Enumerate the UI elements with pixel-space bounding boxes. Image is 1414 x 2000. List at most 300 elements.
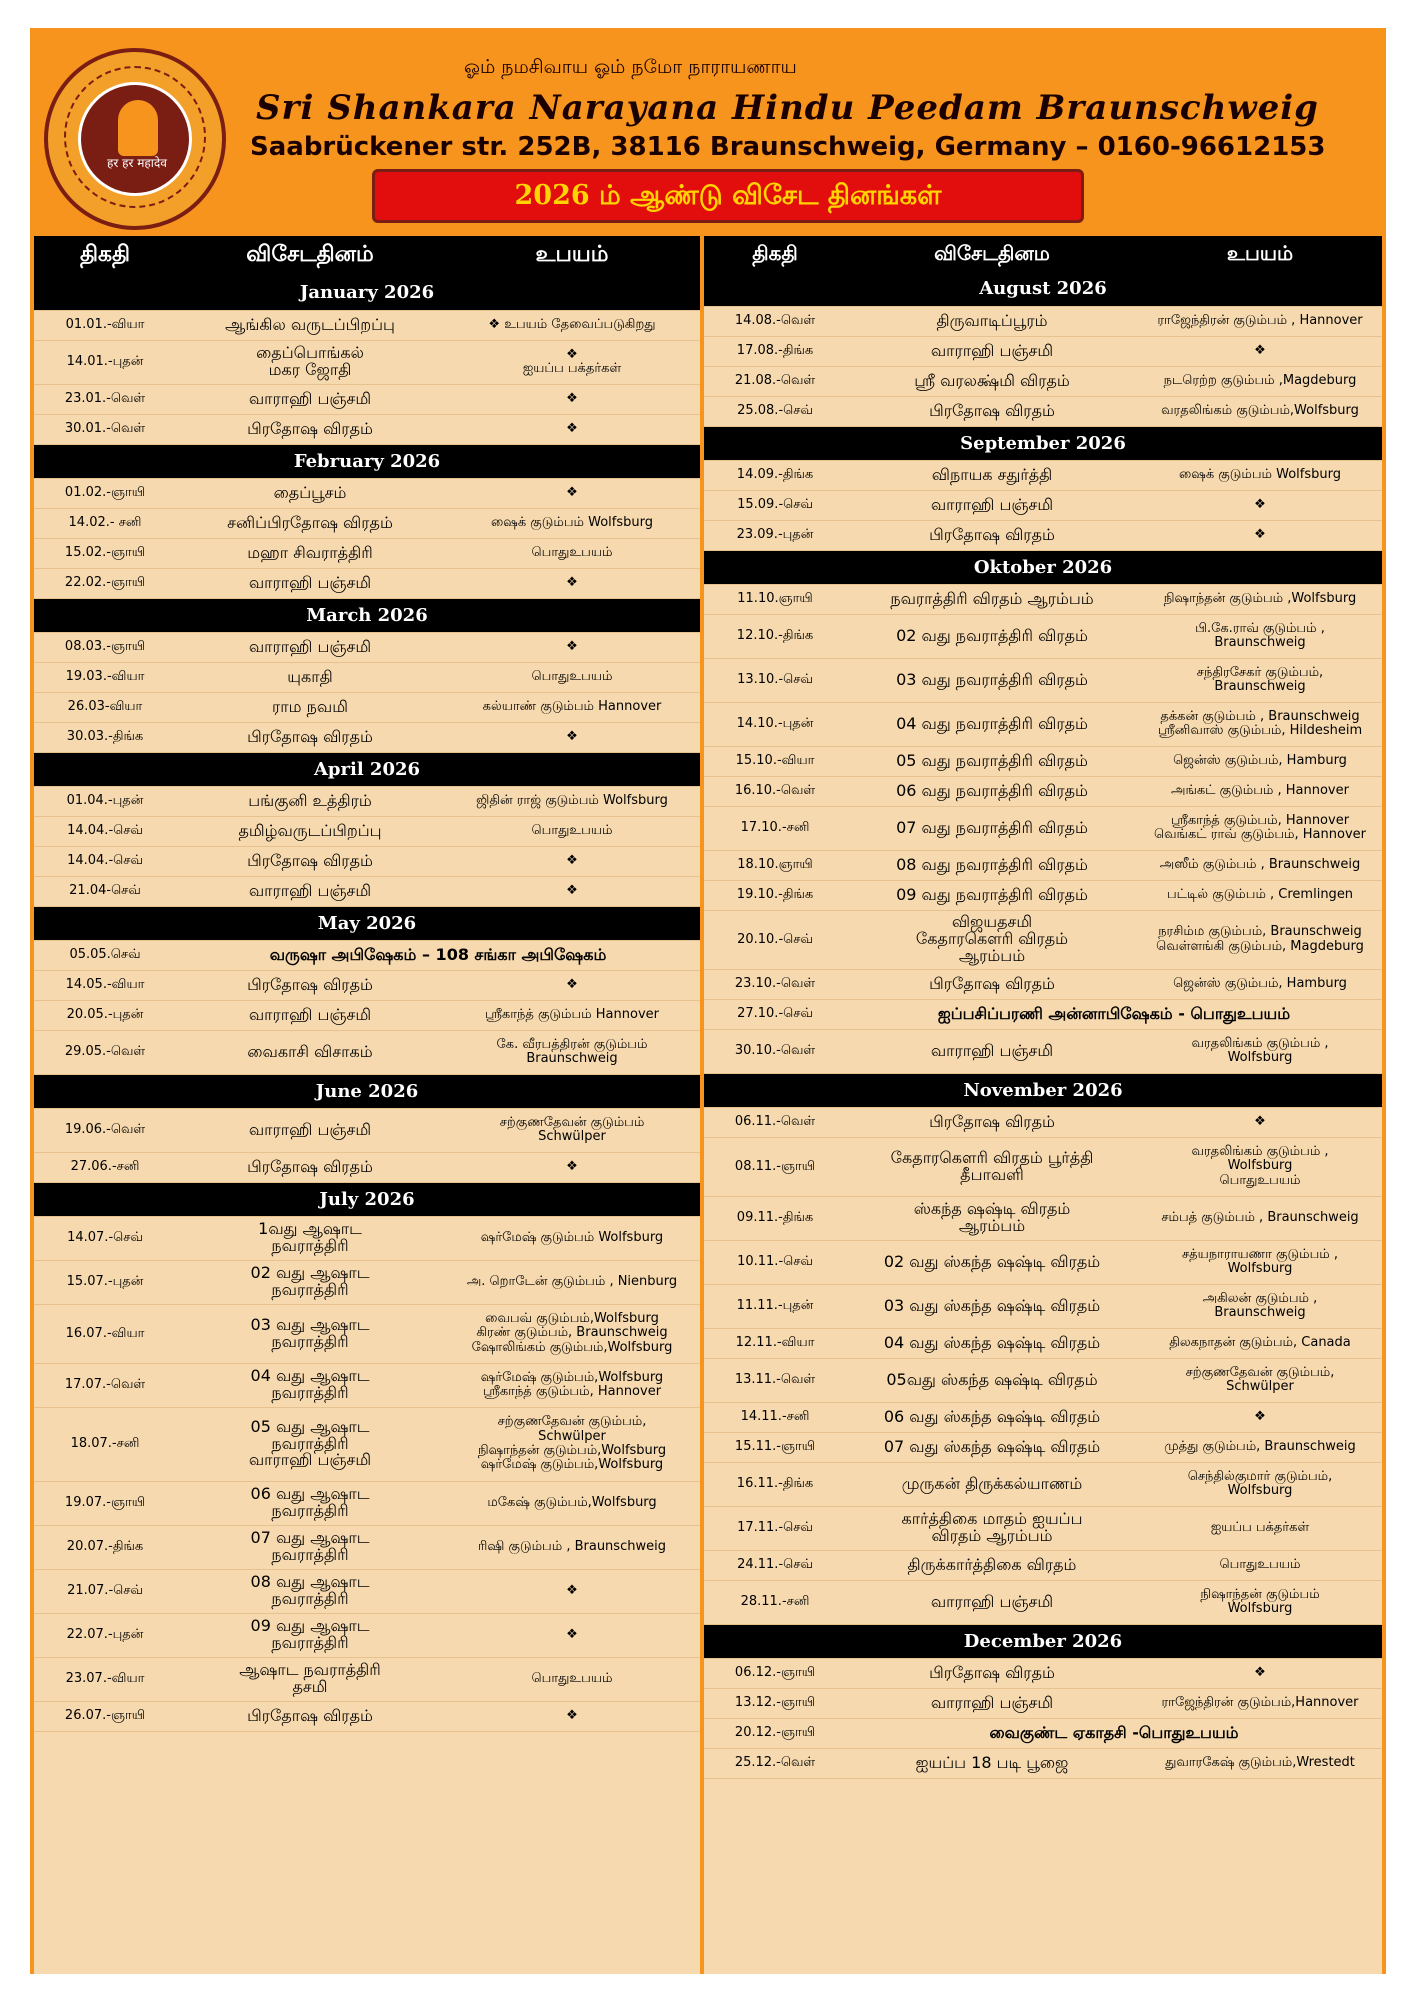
event-row bbox=[704, 1029, 1382, 1073]
event-row bbox=[34, 632, 700, 662]
event-row bbox=[34, 1363, 700, 1407]
event-date: 14.05.-வியா bbox=[34, 970, 176, 1000]
event-sponsor: ❖ bbox=[1138, 1402, 1382, 1432]
event-sponsor: ஸ்ரீகாந்த் குடும்பம், Hannover வெங்கட் ராவ் குடும்பம், Hannover bbox=[1138, 806, 1382, 850]
event-sponsor: ❖ உபயம் தேவைப்படுகிறது bbox=[444, 310, 700, 340]
event-row bbox=[704, 490, 1382, 520]
event-row bbox=[704, 880, 1382, 910]
event-name: 02 வது ஸ்கந்த ஷஷ்டி விரதம் bbox=[846, 1240, 1138, 1284]
event-sponsor: செந்தில்குமார் குடும்பம், Wolfsburg bbox=[1138, 1462, 1382, 1506]
event-row bbox=[704, 702, 1382, 746]
event-row bbox=[704, 776, 1382, 806]
event-row bbox=[704, 1748, 1382, 1778]
event-date: 14.11.-சனி bbox=[704, 1402, 846, 1432]
event-sponsor: ❖ bbox=[444, 1613, 700, 1657]
event-date: 14.09.-திங்க bbox=[704, 460, 846, 490]
event-date: 18.07.-சனி bbox=[34, 1407, 176, 1481]
event-date: 17.08.-திங்க bbox=[704, 336, 846, 366]
event-sponsor: சற்குணதேவன் குடும்பம், Schwülper bbox=[1138, 1358, 1382, 1402]
event-row bbox=[34, 1613, 700, 1657]
event-date: 20.07.-திங்க bbox=[34, 1525, 176, 1569]
month-heading bbox=[34, 598, 700, 632]
left-body bbox=[34, 276, 700, 1731]
organization-name: Sri Shankara Narayana Hindu Peedam Braunschweig bbox=[256, 88, 1319, 128]
event-row bbox=[704, 1506, 1382, 1550]
event-date: 17.10.-சனி bbox=[704, 806, 846, 850]
event-sponsor: ரிஷி குடும்பம் , Braunschweig bbox=[444, 1525, 700, 1569]
event-row bbox=[34, 508, 700, 538]
event-row bbox=[34, 414, 700, 444]
month-title: January 2026 bbox=[34, 276, 700, 310]
event-row bbox=[704, 1107, 1382, 1137]
event-date: 27.06.-சனி bbox=[34, 1152, 176, 1182]
event-name: பங்குனி உத்திரம் bbox=[176, 786, 444, 816]
event-sponsor: ஸ்ரீகாந்த் குடும்பம் Hannover bbox=[444, 1000, 700, 1030]
event-date: 23.09.-புதன் bbox=[704, 520, 846, 550]
event-date: 15.11.-ஞாயி bbox=[704, 1432, 846, 1462]
month-title: June 2026 bbox=[34, 1074, 700, 1108]
event-name: 06 வது ஆஷாட நவராத்திரி bbox=[176, 1481, 444, 1525]
event-date: 19.10.-திங்க bbox=[704, 880, 846, 910]
event-date: 30.01.-வெள் bbox=[34, 414, 176, 444]
calendar-page bbox=[30, 28, 1386, 1974]
event-name: பிரதோஷ விரதம் bbox=[176, 970, 444, 1000]
month-heading bbox=[34, 1182, 700, 1216]
month-title: Oktober 2026 bbox=[704, 550, 1382, 584]
month-title: July 2026 bbox=[34, 1182, 700, 1216]
event-date: 20.05.-புதன் bbox=[34, 1000, 176, 1030]
event-row bbox=[704, 1240, 1382, 1284]
year-banner: 2026 ம் ஆண்டு விசேட தினங்கள் bbox=[372, 169, 1084, 223]
event-row bbox=[704, 1328, 1382, 1358]
event-row bbox=[34, 662, 700, 692]
event-sponsor: ❖ bbox=[444, 478, 700, 508]
event-sponsor: ஐயப்ப பக்தர்கள் bbox=[1138, 1506, 1382, 1550]
event-name: 07 வது நவராத்திரி விரதம் bbox=[846, 806, 1138, 850]
event-sponsor: சற்குணதேவன் குடும்பம், Schwülper நிஷாந்தன் குடும்பம்,Wolfsburg ஷர்மேஷ் குடும்பம்,Wolfsburg bbox=[444, 1407, 700, 1481]
event-name: விஜயதசமி கேதாரகௌரி விரதம் ஆரம்பம் bbox=[846, 910, 1138, 969]
event-row bbox=[34, 816, 700, 846]
event-name: ஸ்கந்த ஷஷ்டி விரதம் ஆரம்பம் bbox=[846, 1196, 1138, 1240]
event-name: 08 வது ஆஷாட நவராத்திரி bbox=[176, 1569, 444, 1613]
event-name: 09 வது நவராத்திரி விரதம் bbox=[846, 880, 1138, 910]
event-sponsor: வரதலிங்கம் குடும்பம் , Wolfsburg பொதுஉபயம் bbox=[1138, 1137, 1382, 1196]
event-sponsor: சம்பத் குடும்பம் , Braunschweig bbox=[1138, 1196, 1382, 1240]
month-title: May 2026 bbox=[34, 906, 700, 940]
event-row bbox=[34, 1216, 700, 1260]
event-date: 13.11.-வெள் bbox=[704, 1358, 846, 1402]
event-date: 18.10.ஞாயி bbox=[704, 850, 846, 880]
event-date: 12.10.-திங்க bbox=[704, 614, 846, 658]
event-row bbox=[34, 1304, 700, 1363]
event-sponsor: ❖ bbox=[444, 970, 700, 1000]
event-date: 16.10.-வெள் bbox=[704, 776, 846, 806]
event-date: 25.08.-செவ் bbox=[704, 396, 846, 426]
event-row bbox=[704, 658, 1382, 702]
event-name: முருகன் திருக்கல்யாணம் bbox=[846, 1462, 1138, 1506]
event-date: 19.03.-வியா bbox=[34, 662, 176, 692]
event-sponsor: ❖ bbox=[444, 1152, 700, 1182]
event-row bbox=[704, 999, 1382, 1029]
event-sponsor: சத்யநாராயணா குடும்பம் , Wolfsburg bbox=[1138, 1240, 1382, 1284]
event-name: 06 வது ஸ்கந்த ஷஷ்டி விரதம் bbox=[846, 1402, 1138, 1432]
event-date: 12.11.-வியா bbox=[704, 1328, 846, 1358]
address-line: Saabrückener str. 252B, 38116 Braunschweig, Germany – 0160-96612153 bbox=[250, 132, 1326, 162]
event-sponsor: ஜென்ஸ் குடும்பம், Hamburg bbox=[1138, 746, 1382, 776]
event-header: விசேடதினம் bbox=[176, 236, 444, 276]
event-date: 14.04.-செவ் bbox=[34, 846, 176, 876]
event-name: நவராத்திரி விரதம் ஆரம்பம் bbox=[846, 584, 1138, 614]
event-name: வருஷா அபிஷேகம் – 108 சங்கா அபிஷேகம் bbox=[176, 940, 700, 970]
event-name: 09 வது ஆஷாட நவராத்திரி bbox=[176, 1613, 444, 1657]
event-date: 15.09.-செவ் bbox=[704, 490, 846, 520]
event-sponsor: வைபவ் குடும்பம்,Wolfsburg கிரண் குடும்பம், Braunschweig ஷோலிங்கம் குடும்பம்,Wolfsburg bbox=[444, 1304, 700, 1363]
event-date: 14.02.- சனி bbox=[34, 508, 176, 538]
event-sponsor: பி.கே.ராவ் குடும்பம் , Braunschweig bbox=[1138, 614, 1382, 658]
event-date: 10.11.-செவ் bbox=[704, 1240, 846, 1284]
left-header-row bbox=[34, 236, 700, 276]
event-date: 19.07.-ஞாயி bbox=[34, 1481, 176, 1525]
event-date: 16.07.-வியா bbox=[34, 1304, 176, 1363]
month-heading bbox=[704, 426, 1382, 460]
event-row bbox=[34, 1407, 700, 1481]
event-date: 30.10.-வெள் bbox=[704, 1029, 846, 1073]
event-row bbox=[34, 1701, 700, 1731]
month-heading bbox=[34, 1074, 700, 1108]
event-sponsor: துவாரகேஷ் குடும்பம்,Wrestedt bbox=[1138, 1748, 1382, 1778]
event-date: 21.08.-வெள் bbox=[704, 366, 846, 396]
month-heading bbox=[34, 906, 700, 940]
event-name: வைகுண்ட ஏகாதசி -பொதுஉபயம் bbox=[846, 1718, 1382, 1748]
event-row bbox=[704, 306, 1382, 336]
month-title: November 2026 bbox=[704, 1073, 1382, 1107]
event-date: 24.11.-செவ் bbox=[704, 1550, 846, 1580]
event-header: விசேடதினம bbox=[846, 236, 1138, 272]
event-date: 29.05.-வெள் bbox=[34, 1030, 176, 1074]
event-name: விநாயக சதுர்த்தி bbox=[846, 460, 1138, 490]
event-date: 20.12.-ஞாயி bbox=[704, 1718, 846, 1748]
event-row bbox=[704, 1718, 1382, 1748]
event-name: வாராஹி பஞ்சமி bbox=[176, 876, 444, 906]
event-date: 05.05.செவ் bbox=[34, 940, 176, 970]
event-sponsor: ஷைக் குடும்பம் Wolfsburg bbox=[444, 508, 700, 538]
event-date: 22.07.-புதன் bbox=[34, 1613, 176, 1657]
month-heading bbox=[704, 272, 1382, 306]
event-date: 01.04.-புதன் bbox=[34, 786, 176, 816]
event-name: வாராஹி பஞ்சமி bbox=[176, 1108, 444, 1152]
event-name: 08 வது நவராத்திரி விரதம் bbox=[846, 850, 1138, 880]
event-sponsor: ❖ bbox=[444, 1701, 700, 1731]
event-sponsor: நரசிம்ம குடும்பம், Braunschweig வெள்ளங்கி குடும்பம், Magdeburg bbox=[1138, 910, 1382, 969]
event-row bbox=[704, 850, 1382, 880]
event-row bbox=[704, 1358, 1382, 1402]
event-name: 03 வது ஆஷாட நவராத்திரி bbox=[176, 1304, 444, 1363]
event-name: பிரதோஷ விரதம் bbox=[846, 520, 1138, 550]
event-date: 13.10.-செவ் bbox=[704, 658, 846, 702]
event-date: 14.07.-செவ் bbox=[34, 1216, 176, 1260]
event-row bbox=[704, 1137, 1382, 1196]
event-name: ஐயப்ப 18 படி பூஜை bbox=[846, 1748, 1138, 1778]
right-table bbox=[704, 236, 1382, 1779]
event-name: 02 வது ஆஷாட நவராத்திரி bbox=[176, 1260, 444, 1304]
event-sponsor: ❖ ஐயப்ப பக்தர்கள் bbox=[444, 340, 700, 384]
event-name: 03 வது நவராத்திரி விரதம் bbox=[846, 658, 1138, 702]
event-row bbox=[704, 1432, 1382, 1462]
event-date: 26.03-வியா bbox=[34, 692, 176, 722]
event-row bbox=[34, 1152, 700, 1182]
event-date: 13.12.-ஞாயி bbox=[704, 1688, 846, 1718]
event-row bbox=[704, 746, 1382, 776]
event-date: 27.10.-செவ் bbox=[704, 999, 846, 1029]
event-name: பிரதோஷ விரதம் bbox=[176, 846, 444, 876]
event-row bbox=[704, 1550, 1382, 1580]
event-sponsor: ❖ bbox=[444, 568, 700, 598]
event-sponsor: ❖ bbox=[444, 632, 700, 662]
event-name: 05வது ஸ்கந்த ஷஷ்டி விரதம் bbox=[846, 1358, 1138, 1402]
event-sponsor: ஷைக் குடும்பம் Wolfsburg bbox=[1138, 460, 1382, 490]
event-sponsor: முத்து குடும்பம், Braunschweig bbox=[1138, 1432, 1382, 1462]
event-name: ஸ்ரீ வரலக்ஷ்மி விரதம் bbox=[846, 366, 1138, 396]
event-name: 02 வது நவராத்திரி விரதம் bbox=[846, 614, 1138, 658]
event-sponsor: ஜென்ஸ் குடும்பம், Hamburg bbox=[1138, 969, 1382, 999]
event-sponsor: ❖ bbox=[444, 414, 700, 444]
event-row bbox=[704, 1658, 1382, 1688]
event-sponsor: நடரெற்ற குடும்பம் ,Magdeburg bbox=[1138, 366, 1382, 396]
event-name: தைப்பூசம் bbox=[176, 478, 444, 508]
event-sponsor: ❖ bbox=[1138, 1658, 1382, 1688]
event-name: வைகாசி விசாகம் bbox=[176, 1030, 444, 1074]
event-sponsor: நிஷாந்தன் குடும்பம் ,Wolfsburg bbox=[1138, 584, 1382, 614]
event-row bbox=[704, 396, 1382, 426]
date-header: திகதி bbox=[704, 236, 846, 272]
right-body bbox=[704, 272, 1382, 1778]
event-name: பிரதோஷ விரதம் bbox=[176, 414, 444, 444]
event-date: 14.10.-புதன் bbox=[704, 702, 846, 746]
event-sponsor: ❖ bbox=[444, 384, 700, 414]
event-name: 07 வது ஆஷாட நவராத்திரி bbox=[176, 1525, 444, 1569]
event-name: பிரதோஷ விரதம் bbox=[176, 1152, 444, 1182]
sponsor-header: உபயம் bbox=[1138, 236, 1382, 272]
event-sponsor: கே. வீரபத்திரன் குடும்பம் Braunschweig bbox=[444, 1030, 700, 1074]
event-row bbox=[34, 1481, 700, 1525]
event-name: வாராஹி பஞ்சமி bbox=[846, 1029, 1138, 1073]
event-sponsor: அஸீம் குடும்பம் , Braunschweig bbox=[1138, 850, 1382, 880]
month-title: August 2026 bbox=[704, 272, 1382, 306]
event-sponsor: ஜிதின் ராஜ் குடும்பம் Wolfsburg bbox=[444, 786, 700, 816]
event-date: 25.12.-வெள் bbox=[704, 1748, 846, 1778]
event-name: பிரதோஷ விரதம் bbox=[176, 722, 444, 752]
event-row bbox=[34, 1657, 700, 1701]
event-sponsor: பொதுஉபயம் bbox=[1138, 1550, 1382, 1580]
left-column bbox=[34, 236, 700, 1974]
event-row bbox=[704, 1462, 1382, 1506]
left-table bbox=[34, 236, 700, 1732]
event-row bbox=[34, 846, 700, 876]
month-title: March 2026 bbox=[34, 598, 700, 632]
event-row bbox=[34, 340, 700, 384]
month-title: April 2026 bbox=[34, 752, 700, 786]
event-date: 15.02.-ஞாயி bbox=[34, 538, 176, 568]
event-date: 06.12.-ஞாயி bbox=[704, 1658, 846, 1688]
event-sponsor: பொதுஉபயம் bbox=[444, 662, 700, 692]
event-date: 11.11.-புதன் bbox=[704, 1284, 846, 1328]
event-sponsor: வரதலிங்கம் குடும்பம்,Wolfsburg bbox=[1138, 396, 1382, 426]
event-row bbox=[34, 876, 700, 906]
event-row bbox=[704, 460, 1382, 490]
event-date: 23.01.-வெள் bbox=[34, 384, 176, 414]
month-title: February 2026 bbox=[34, 444, 700, 478]
event-sponsor: ❖ bbox=[444, 846, 700, 876]
event-sponsor: ராஜேந்திரன் குடும்பம்,Hannover bbox=[1138, 1688, 1382, 1718]
event-sponsor: அகிலன் குடும்பம் , Braunschweig bbox=[1138, 1284, 1382, 1328]
event-row bbox=[34, 1569, 700, 1613]
event-name: 1வது ஆஷாட நவராத்திரி bbox=[176, 1216, 444, 1260]
event-name: ஆங்கில வருடப்பிறப்பு bbox=[176, 310, 444, 340]
event-name: வாராஹி பஞ்சமி bbox=[176, 568, 444, 598]
event-sponsor: ஷர்மேஷ் குடும்பம் Wolfsburg bbox=[444, 1216, 700, 1260]
event-sponsor: பட்டில் குடும்பம் , Cremlingen bbox=[1138, 880, 1382, 910]
event-row bbox=[34, 940, 700, 970]
month-heading bbox=[34, 444, 700, 478]
event-sponsor: ❖ bbox=[444, 876, 700, 906]
event-date: 09.11.-திங்க bbox=[704, 1196, 846, 1240]
event-name: தமிழ்வருடப்பிறப்பு bbox=[176, 816, 444, 846]
month-heading bbox=[34, 276, 700, 310]
event-date: 21.04-செவ் bbox=[34, 876, 176, 906]
event-sponsor: தக்கன் குடும்பம் , Braunschweig ஸ்ரீனிவாஸ் குடும்பம், Hildesheim bbox=[1138, 702, 1382, 746]
event-date: 19.06.-வெள் bbox=[34, 1108, 176, 1152]
event-row bbox=[704, 806, 1382, 850]
event-date: 08.11.-ஞாயி bbox=[704, 1137, 846, 1196]
month-title: December 2026 bbox=[704, 1624, 1382, 1658]
event-row bbox=[704, 969, 1382, 999]
event-sponsor: சற்குணதேவன் குடும்பம் Schwülper bbox=[444, 1108, 700, 1152]
event-row bbox=[34, 786, 700, 816]
event-name: 07 வது ஸ்கந்த ஷஷ்டி விரதம் bbox=[846, 1432, 1138, 1462]
logo-glyph: हर हर महादेव bbox=[107, 156, 167, 170]
event-name: வாராஹி பஞ்சமி bbox=[846, 336, 1138, 366]
event-name: 03 வது ஸ்கந்த ஷஷ்டி விரதம் bbox=[846, 1284, 1138, 1328]
event-name: 04 வது நவராத்திரி விரதம் bbox=[846, 702, 1138, 746]
event-date: 21.07.-செவ் bbox=[34, 1569, 176, 1613]
event-row bbox=[34, 1030, 700, 1074]
event-row bbox=[704, 1402, 1382, 1432]
event-sponsor: ❖ bbox=[1138, 336, 1382, 366]
event-date: 22.02.-ஞாயி bbox=[34, 568, 176, 598]
event-row bbox=[34, 1108, 700, 1152]
event-name: 05 வது ஆஷாட நவராத்திரி வாராஹி பஞ்சமி bbox=[176, 1407, 444, 1481]
event-date: 16.11.-திங்க bbox=[704, 1462, 846, 1506]
event-date: 01.02.-ஞாயி bbox=[34, 478, 176, 508]
event-name: பிரதோஷ விரதம் bbox=[176, 1701, 444, 1731]
event-name: 04 வது ஸ்கந்த ஷஷ்டி விரதம் bbox=[846, 1328, 1138, 1358]
event-date: 26.07.-ஞாயி bbox=[34, 1701, 176, 1731]
event-name: 05 வது நவராத்திரி விரதம் bbox=[846, 746, 1138, 776]
event-row bbox=[704, 910, 1382, 969]
event-name: வாராஹி பஞ்சமி bbox=[846, 1688, 1138, 1718]
event-date: 06.11.-வெள் bbox=[704, 1107, 846, 1137]
event-date: 15.07.-புதன் bbox=[34, 1260, 176, 1304]
event-row bbox=[34, 310, 700, 340]
event-name: பிரதோஷ விரதம் bbox=[846, 1107, 1138, 1137]
event-date: 14.01.-புதன் bbox=[34, 340, 176, 384]
event-sponsor: ❖ bbox=[1138, 1107, 1382, 1137]
event-sponsor: ❖ bbox=[1138, 490, 1382, 520]
event-date: 23.07.-வியா bbox=[34, 1657, 176, 1701]
date-header: திகதி bbox=[34, 236, 176, 276]
temple-logo bbox=[44, 48, 226, 230]
event-name: பிரதோஷ விரதம் bbox=[846, 1658, 1138, 1688]
event-date: 17.11.-செவ் bbox=[704, 1506, 846, 1550]
event-name: 06 வது நவராத்திரி விரதம் bbox=[846, 776, 1138, 806]
event-name: கார்த்திகை மாதம் ஐயப்ப விரதம் ஆரம்பம் bbox=[846, 1506, 1138, 1550]
event-row bbox=[34, 478, 700, 508]
month-heading bbox=[704, 1624, 1382, 1658]
event-sponsor: மகேஷ் குடும்பம்,Wolfsburg bbox=[444, 1481, 700, 1525]
event-sponsor: கல்யாண் குடும்பம் Hannover bbox=[444, 692, 700, 722]
event-name: திருவாடிப்பூரம் bbox=[846, 306, 1138, 336]
event-name: திருக்கார்த்திகை விரதம் bbox=[846, 1550, 1138, 1580]
event-row bbox=[34, 692, 700, 722]
event-row bbox=[704, 614, 1382, 658]
month-heading bbox=[704, 550, 1382, 584]
month-title: September 2026 bbox=[704, 426, 1382, 460]
event-row bbox=[704, 1580, 1382, 1624]
event-name: பிரதோஷ விரதம் bbox=[846, 396, 1138, 426]
event-date: 20.10.-செவ் bbox=[704, 910, 846, 969]
event-name: யுகாதி bbox=[176, 662, 444, 692]
event-sponsor: பொதுஉபயம் bbox=[444, 538, 700, 568]
event-sponsor: நிஷாந்தன் குடும்பம் Wolfsburg bbox=[1138, 1580, 1382, 1624]
event-sponsor: அங்கட் குடும்பம் , Hannover bbox=[1138, 776, 1382, 806]
event-name: வாராஹி பஞ்சமி bbox=[176, 632, 444, 662]
event-row bbox=[34, 1260, 700, 1304]
event-row bbox=[34, 568, 700, 598]
event-row bbox=[34, 970, 700, 1000]
event-name: ஆஷாட நவராத்திரி தசமி bbox=[176, 1657, 444, 1701]
right-column bbox=[704, 236, 1382, 1974]
event-name: மஹா சிவராத்திரி bbox=[176, 538, 444, 568]
event-sponsor: அ. றொடேன் குடும்பம் , Nienburg bbox=[444, 1260, 700, 1304]
shiva-icon bbox=[118, 100, 158, 156]
event-sponsor: ❖ bbox=[444, 722, 700, 752]
event-date: 08.03.-ஞாயி bbox=[34, 632, 176, 662]
event-name: தைப்பொங்கல் மகர ஜோதி bbox=[176, 340, 444, 384]
event-name: வாராஹி பஞ்சமி bbox=[846, 490, 1138, 520]
header bbox=[34, 32, 1382, 236]
event-row bbox=[704, 1284, 1382, 1328]
event-name: கேதாரகௌரி விரதம் பூர்த்தி தீபாவளி bbox=[846, 1137, 1138, 1196]
month-heading bbox=[34, 752, 700, 786]
event-name: வாராஹி பஞ்சமி bbox=[846, 1580, 1138, 1624]
event-row bbox=[34, 538, 700, 568]
event-name: 04 வது ஆஷாட நவராத்திரி bbox=[176, 1363, 444, 1407]
event-row bbox=[34, 1000, 700, 1030]
event-name: சனிப்பிரதோஷ விரதம் bbox=[176, 508, 444, 538]
event-sponsor: ❖ bbox=[1138, 520, 1382, 550]
event-date: 14.04.-செவ் bbox=[34, 816, 176, 846]
event-sponsor: பொதுஉபயம் bbox=[444, 1657, 700, 1701]
event-date: 15.10.-வியா bbox=[704, 746, 846, 776]
month-heading bbox=[704, 1073, 1382, 1107]
event-row bbox=[704, 366, 1382, 396]
event-sponsor: சந்திரசேகர் குடும்பம், Braunschweig bbox=[1138, 658, 1382, 702]
event-row bbox=[34, 384, 700, 414]
event-date: 23.10.-வெள் bbox=[704, 969, 846, 999]
event-sponsor: ❖ bbox=[444, 1569, 700, 1613]
event-name: வாராஹி பஞ்சமி bbox=[176, 384, 444, 414]
event-row bbox=[704, 1688, 1382, 1718]
